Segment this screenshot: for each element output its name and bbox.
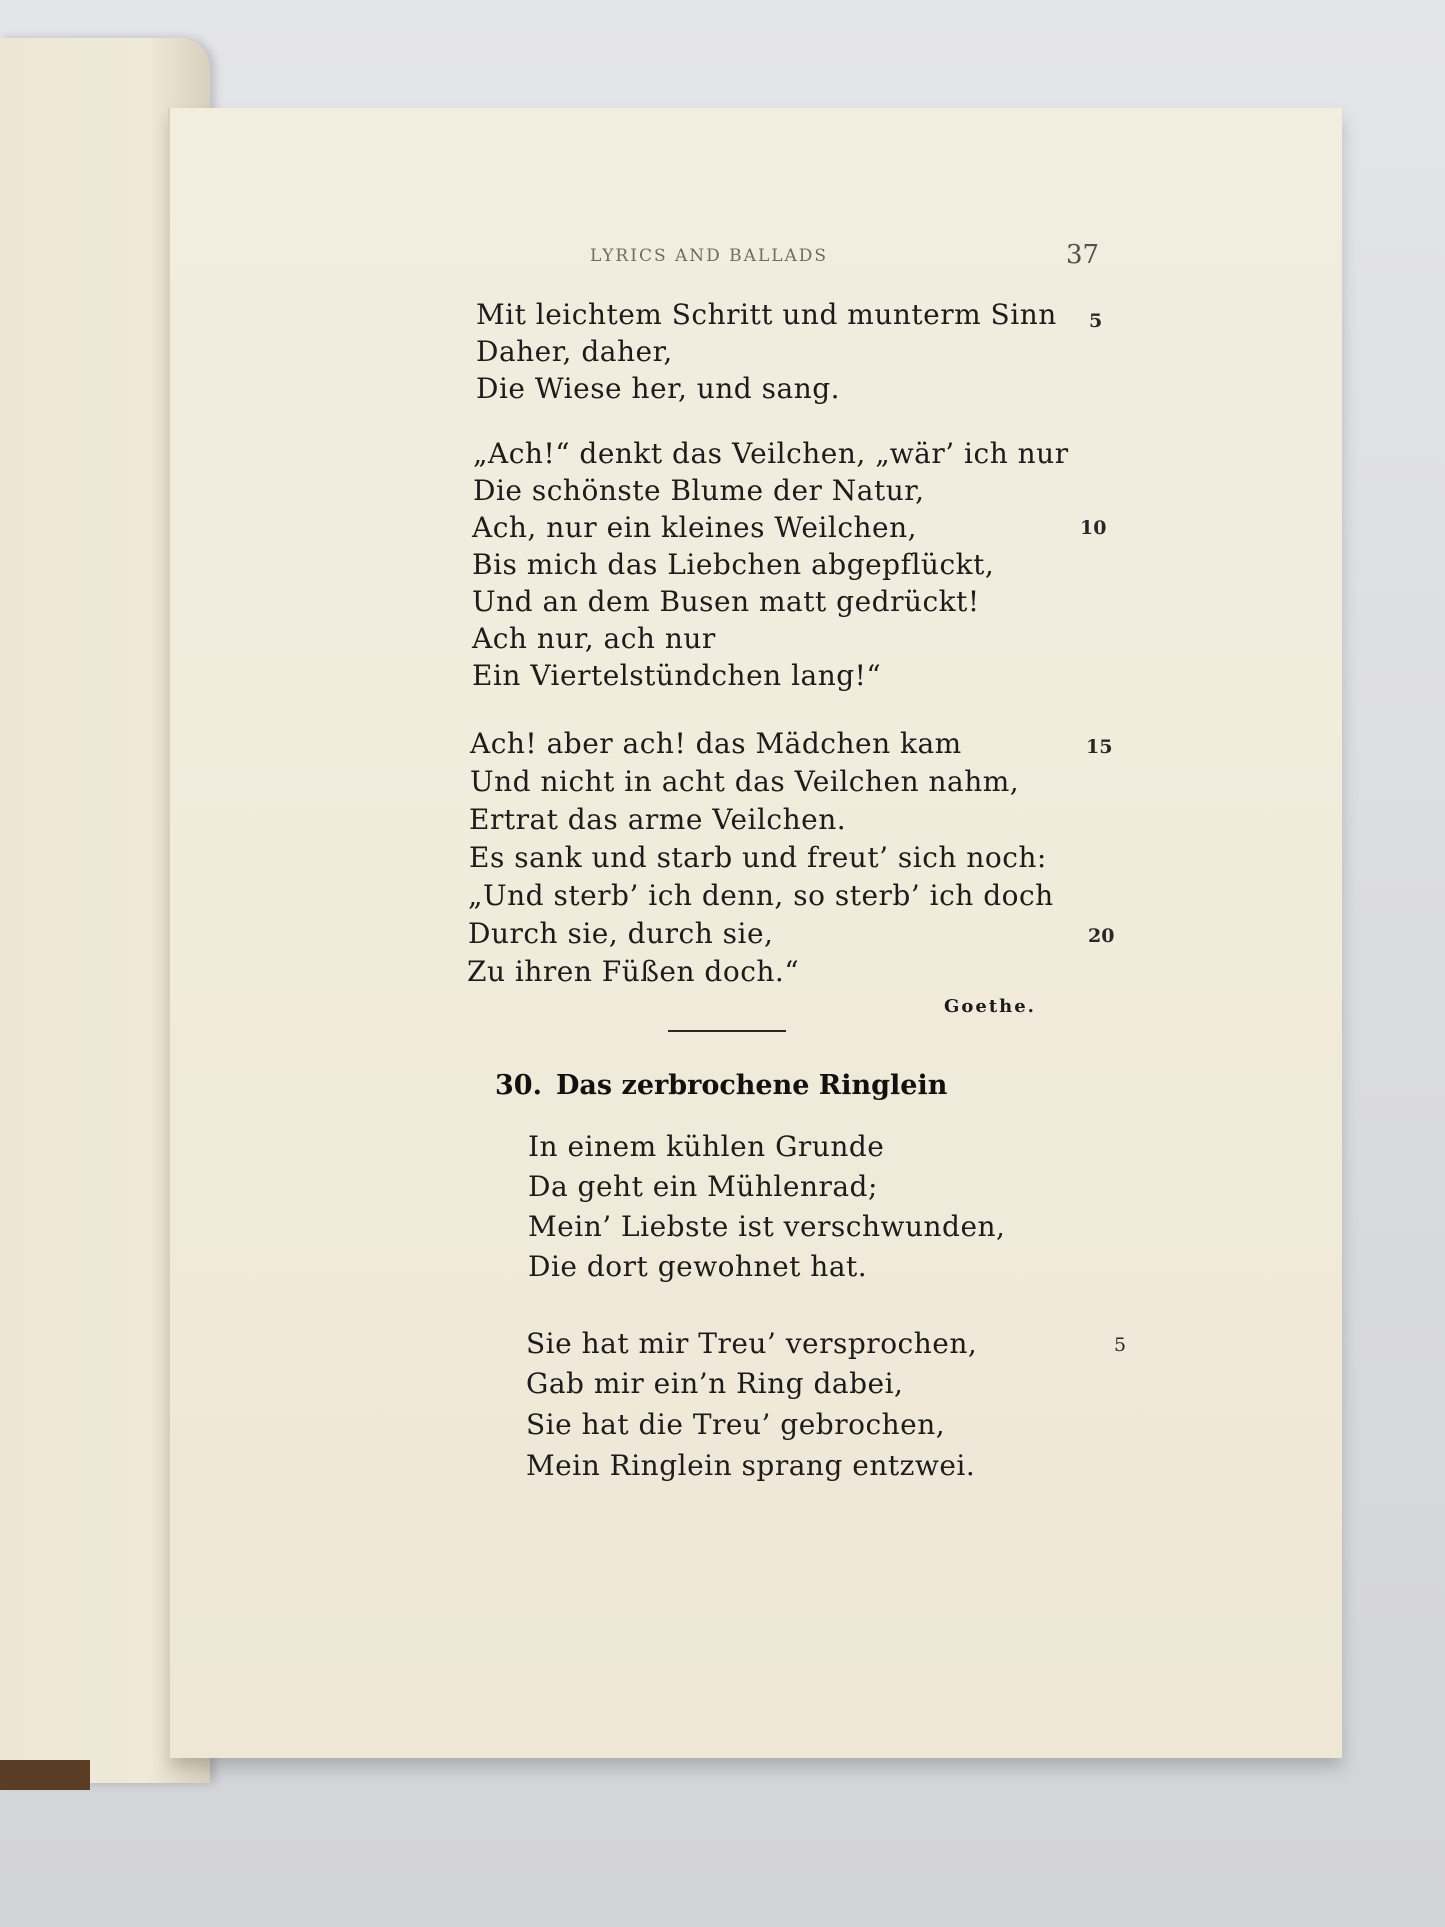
verse-line: Ein Viertelstündchen lang!“ xyxy=(472,659,882,692)
poem-title-text: Das zerbrochene Ringlein xyxy=(555,1070,948,1101)
verse-line: Ach, nur ein kleines Weilchen, xyxy=(472,511,918,544)
verse-line: Durch sie, durch sie, xyxy=(468,917,774,950)
verse-line: Gab mir ein’n Ring dabei, xyxy=(526,1367,904,1400)
verse-line: Bis mich das Liebchen abgepflückt, xyxy=(472,548,995,581)
page-number: 37 xyxy=(1066,240,1100,270)
author-signature: Goethe. xyxy=(944,996,1036,1017)
verse-line: Da geht ein Mühlenrad; xyxy=(528,1170,878,1203)
verse-line: In einem kühlen Grunde xyxy=(528,1130,885,1163)
verse-line: Daher, daher, xyxy=(476,335,673,368)
verse-line: Mein’ Liebste ist verschwunden, xyxy=(528,1210,1006,1243)
line-number: 15 xyxy=(1086,736,1113,758)
verse-line: Die dort gewohnet hat. xyxy=(528,1250,868,1283)
verse-line: Die Wiese her, und sang. xyxy=(476,372,841,405)
verse-line: Mein Ringlein sprang entzwei. xyxy=(526,1449,976,1482)
verse-line: Ach nur, ach nur xyxy=(472,622,716,655)
verse-line: Ach! aber ach! das Mädchen kam xyxy=(470,727,962,760)
verse-line: „Ach!“ denkt das Veilchen, „wär’ ich nur xyxy=(473,437,1069,470)
line-number: 5 xyxy=(1089,310,1103,332)
verse-line: Es sank und starb und freut’ sich noch: xyxy=(469,841,1047,874)
line-number: 10 xyxy=(1080,517,1107,539)
verse-line: Sie hat die Treu’ gebrochen, xyxy=(526,1408,946,1441)
verse-line: Sie hat mir Treu’ versprochen, xyxy=(526,1327,978,1360)
section-divider xyxy=(668,1030,786,1032)
line-number: 5 xyxy=(1114,1334,1127,1356)
book-spine xyxy=(0,1760,90,1790)
verse-line: Ertrat das arme Veilchen. xyxy=(469,803,847,836)
verse-line: Die schönste Blume der Natur, xyxy=(473,474,925,507)
poem-title xyxy=(495,1070,947,1101)
verse-line: „Und sterb’ ich denn, so sterb’ ich doch xyxy=(468,879,1054,912)
verse-line: Zu ihren Füßen doch.“ xyxy=(467,955,800,988)
poem-number: 30. xyxy=(495,1070,542,1101)
verse-line: Mit leichtem Schritt und munterm Sinn xyxy=(476,298,1057,331)
line-number: 20 xyxy=(1088,925,1115,947)
verse-line: Und an dem Busen matt gedrückt! xyxy=(472,585,980,618)
running-title: LYRICS AND BALLADS xyxy=(590,246,829,266)
verse-line: Und nicht in acht das Veilchen nahm, xyxy=(470,765,1020,798)
